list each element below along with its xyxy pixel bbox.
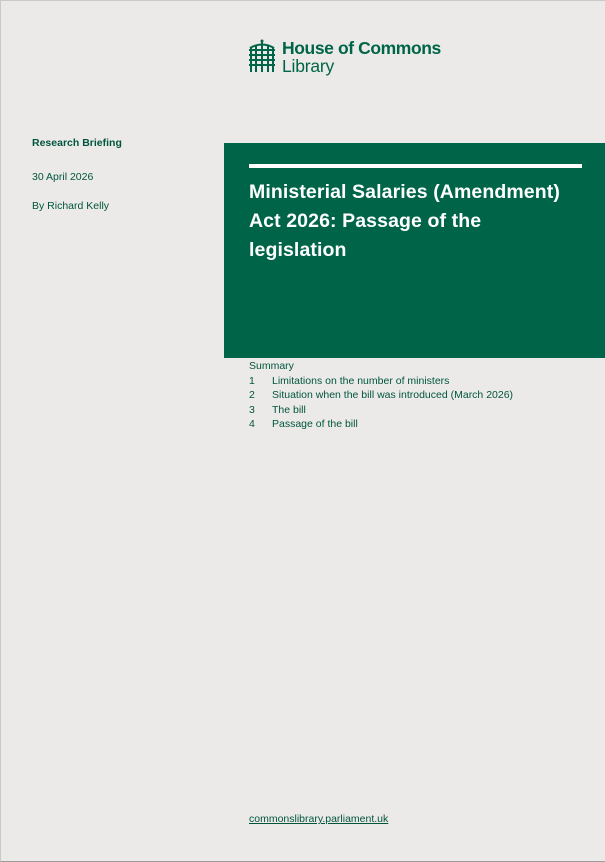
toc-item-label: Situation when the bill was introduced (March 2026) — [272, 389, 514, 401]
toc-list — [249, 374, 513, 432]
toc-item[interactable] — [249, 388, 513, 403]
title-block — [224, 143, 605, 358]
toc-item-number: 3 — [249, 403, 255, 416]
toc-summary-link[interactable]: Summary — [249, 360, 294, 372]
toc-item[interactable] — [249, 374, 513, 389]
toc-item-label: Limitations on the number of ministers — [272, 374, 450, 387]
document-title: Ministerial Salaries (Amendment) Act 2026: Passage of the legislation — [249, 181, 560, 261]
toc-item-number: 4 — [249, 418, 255, 430]
toc-item[interactable] — [249, 403, 513, 418]
house-of-commons-library-logo — [247, 39, 441, 75]
toc-item-label: The bill — [272, 403, 306, 416]
briefing-date: 30 April 2026 — [32, 171, 94, 183]
toc-item-number: 2 — [249, 389, 255, 401]
toc-item-label: Passage of the bill — [272, 418, 358, 430]
website-link[interactable]: commonslibrary.parliament.uk — [249, 813, 389, 825]
briefing-type: Research Briefing — [32, 137, 122, 149]
table-of-contents — [249, 359, 513, 432]
toc-item[interactable] — [249, 417, 513, 432]
portcullis-icon — [247, 39, 277, 75]
org-name-primary: House of Commons — [282, 38, 441, 58]
org-name-secondary: Library — [282, 56, 335, 76]
briefing-author: By Richard Kelly — [32, 200, 110, 212]
toc-item-number: 1 — [249, 374, 255, 387]
title-rule — [249, 164, 582, 168]
